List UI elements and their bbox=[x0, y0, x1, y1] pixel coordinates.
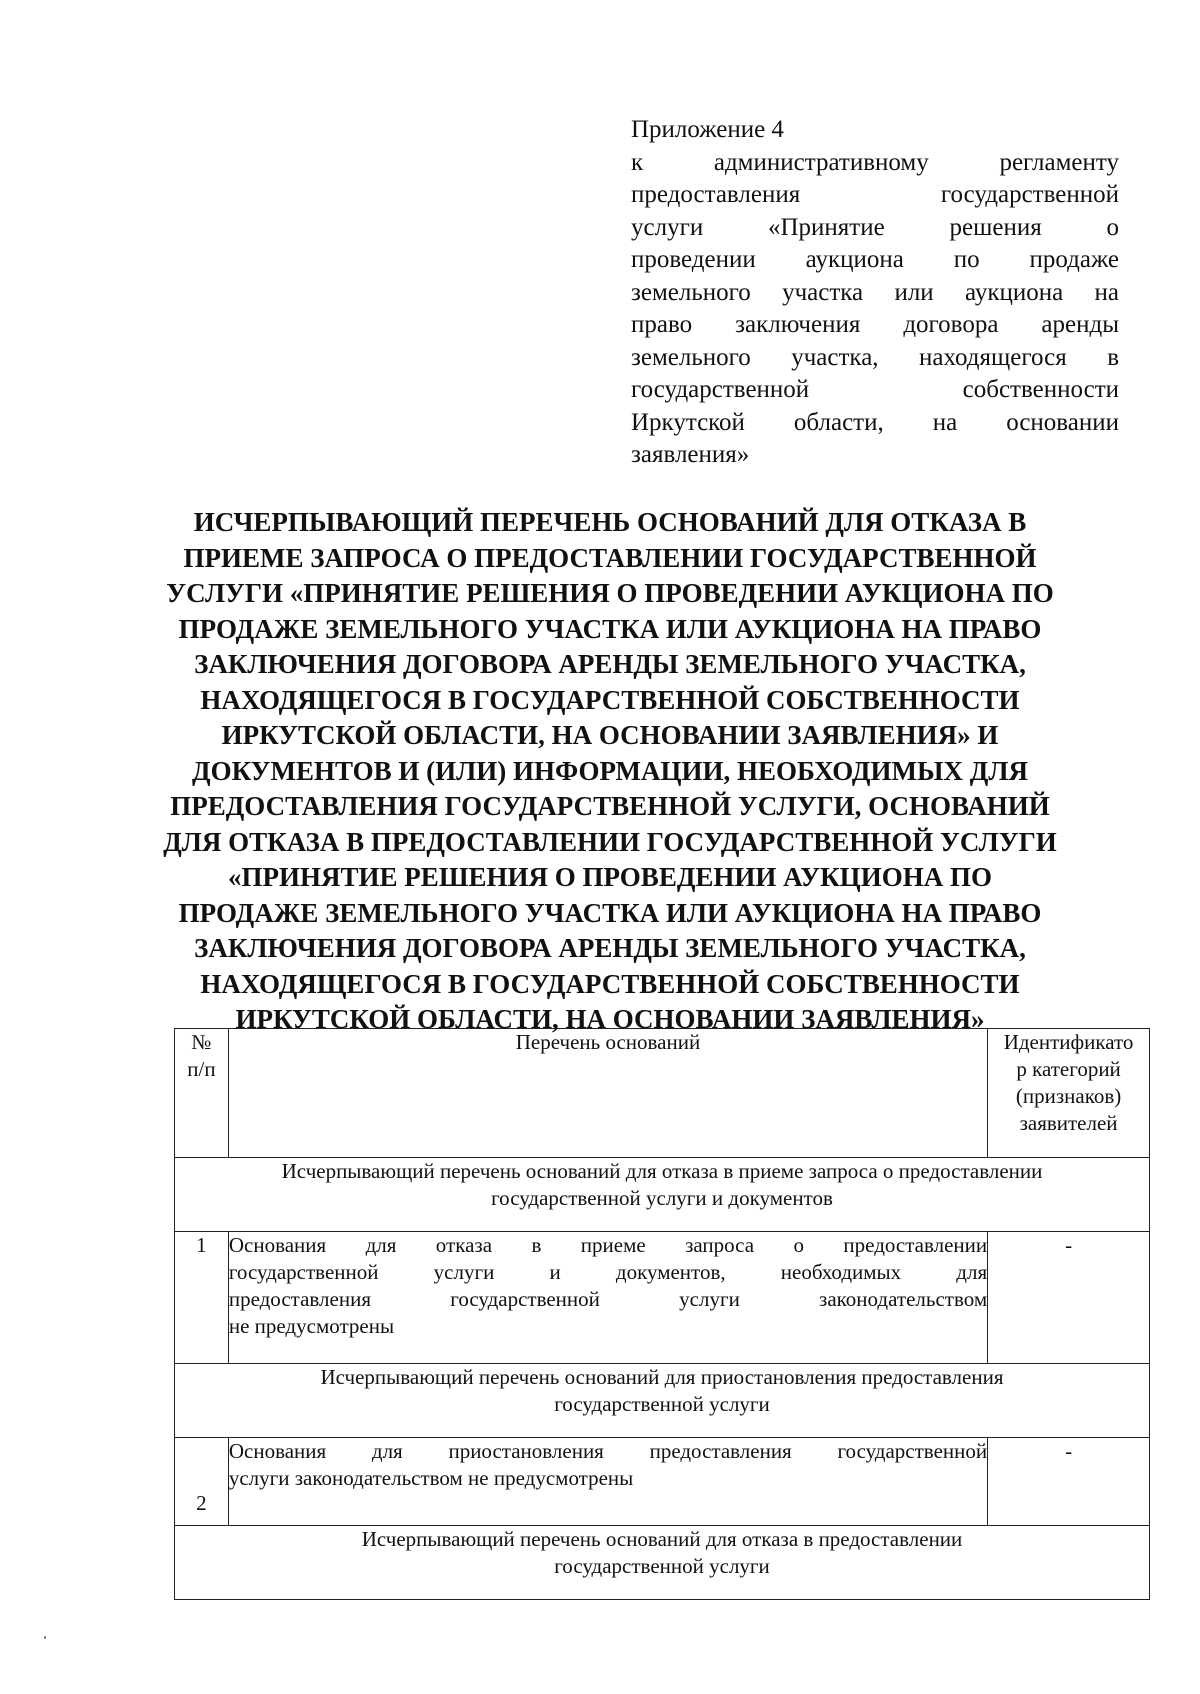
appendix-title: Приложение 4 bbox=[631, 116, 784, 143]
section-line: государственной услуги и документов bbox=[491, 1186, 833, 1210]
row-text bbox=[228, 1438, 987, 1526]
row-identifier: - bbox=[988, 1438, 1150, 1526]
reasons-table bbox=[174, 1028, 1150, 1600]
header-number-sign: № bbox=[191, 1030, 212, 1054]
section-heading-refusal bbox=[175, 1526, 1150, 1600]
appendix-line: к административному регламенту bbox=[631, 148, 1119, 176]
title-line: НАХОДЯЩЕГОСЯ В ГОСУДАРСТВЕННОЙ СОБСТВЕННОСТИ bbox=[200, 684, 1020, 715]
appendix-line: земельного участка или аукциона на bbox=[631, 278, 1119, 306]
section-line: Исчерпывающий перечень оснований для отказа в предоставлении bbox=[361, 1527, 963, 1551]
title-line: ИРКУТСКОЙ ОБЛАСТИ, НА ОСНОВАНИИ ЗАЯВЛЕНИЯ» И bbox=[221, 720, 999, 750]
table-row bbox=[175, 1438, 1150, 1526]
appendix-line: право заключения договора аренды bbox=[631, 311, 1119, 338]
title-line: ЗАКЛЮЧЕНИЯ ДОГОВОРА АРЕНДЫ ЗЕМЕЛЬНОГО УЧАСТКА, bbox=[194, 933, 1026, 963]
title-line: ДОКУМЕНТОВ И (ИЛИ) ИНФОРМАЦИИ, НЕОБХОДИМЫХ ДЛЯ bbox=[192, 755, 1028, 786]
title-line: ИСЧЕРПЫВАЮЩИЙ ПЕРЕЧЕНЬ ОСНОВАНИЙ ДЛЯ ОТКАЗА В bbox=[193, 507, 1027, 537]
row-number: 2 bbox=[175, 1438, 229, 1526]
appendix-line: государственной собственности bbox=[631, 376, 1119, 403]
header-identifier-line: р категорий bbox=[1016, 1057, 1121, 1081]
scan-speck bbox=[44, 1636, 46, 1639]
section-row bbox=[175, 1364, 1150, 1438]
title-line: ЗАКЛЮЧЕНИЯ ДОГОВОРА АРЕНДЫ ЗЕМЕЛЬНОГО УЧАСТКА, bbox=[194, 649, 1026, 679]
title-line: «ПРИНЯТИЕ РЕШЕНИЯ О ПРОВЕДЕНИИ АУКЦИОНА ПО bbox=[228, 862, 992, 892]
section-heading-reception bbox=[175, 1158, 1150, 1232]
header-identifier-line: (признаков) bbox=[1015, 1084, 1122, 1108]
header-number-abbr: п/п bbox=[187, 1057, 216, 1081]
title-line: НАХОДЯЩЕГОСЯ В ГОСУДАРСТВЕННОЙ СОБСТВЕННОСТИ bbox=[200, 968, 1020, 999]
table-row bbox=[175, 1232, 1150, 1364]
row-identifier: - bbox=[988, 1232, 1150, 1364]
header-identifier bbox=[988, 1029, 1150, 1158]
row-text-line: услуги законодательством не предусмотрены bbox=[228, 1466, 634, 1490]
appendix-line: проведении аукциона по продаже bbox=[631, 246, 1119, 273]
table-header-row bbox=[175, 1029, 1150, 1158]
section-line: государственной услуги bbox=[554, 1554, 770, 1578]
title-line: ДЛЯ ОТКАЗА В ПРЕДОСТАВЛЕНИИ ГОСУДАРСТВЕННОЙ УСЛУГИ bbox=[163, 826, 1057, 857]
appendix-line: предоставления государственной bbox=[631, 181, 1119, 208]
section-line: Исчерпывающий перечень оснований для отказа в приеме запроса о предоставлении bbox=[281, 1159, 1043, 1183]
row-text-line: предоставления государственной услуги законодательством bbox=[228, 1287, 988, 1311]
title-line: ПРЕДОСТАВЛЕНИЯ ГОСУДАРСТВЕННОЙ УСЛУГИ, ОСНОВАНИЙ bbox=[170, 791, 1050, 821]
header-number bbox=[175, 1029, 229, 1158]
appendix-line: земельного участка, находящегося в bbox=[631, 343, 1119, 371]
header-identifier-line: заявителей bbox=[1019, 1111, 1118, 1135]
section-line: государственной услуги bbox=[554, 1392, 770, 1416]
row-text bbox=[228, 1232, 987, 1364]
header-identifier-line: Идентификато bbox=[1003, 1030, 1134, 1054]
row-text-line: не предусмотрены bbox=[228, 1314, 395, 1338]
row-text-line: Основания для приостановления предоставления государственной bbox=[228, 1439, 988, 1463]
title-line: ПРОДАЖЕ ЗЕМЕЛЬНОГО УЧАСТКА ИЛИ АУКЦИОНА НА ПРАВО bbox=[178, 613, 1042, 644]
row-text-line: Основания для отказа в приеме запроса о предоставлении bbox=[228, 1233, 988, 1257]
appendix-line: заявления» bbox=[631, 441, 750, 468]
row-number: 1 bbox=[175, 1232, 229, 1364]
title-line: ПРОДАЖЕ ЗЕМЕЛЬНОГО УЧАСТКА ИЛИ АУКЦИОНА НА ПРАВО bbox=[178, 897, 1042, 928]
section-line: Исчерпывающий перечень оснований для приостановления предоставления bbox=[320, 1365, 1004, 1389]
title-line: ИРКУТСКОЙ ОБЛАСТИ, НА ОСНОВАНИИ ЗАЯВЛЕНИЯ» bbox=[235, 1004, 985, 1034]
section-row bbox=[175, 1526, 1150, 1600]
appendix-block bbox=[631, 114, 1119, 472]
appendix-line: Иркутской области, на основании bbox=[631, 408, 1119, 436]
appendix-line: услуги «Принятие решения о bbox=[631, 213, 1119, 241]
document-title bbox=[150, 505, 1070, 1038]
section-row bbox=[175, 1158, 1150, 1232]
row-text-line: государственной услуги и документов, необходимых для bbox=[228, 1260, 988, 1284]
title-line: ПРИЕМЕ ЗАПРОСА О ПРЕДОСТАВЛЕНИИ ГОСУДАРСТВЕННОЙ bbox=[183, 542, 1037, 573]
section-heading-suspension bbox=[175, 1364, 1150, 1438]
title-line: УСЛУГИ «ПРИНЯТИЕ РЕШЕНИЯ О ПРОВЕДЕНИИ АУКЦИОНА ПО bbox=[166, 578, 1054, 608]
header-reasons: Перечень оснований bbox=[228, 1029, 987, 1158]
